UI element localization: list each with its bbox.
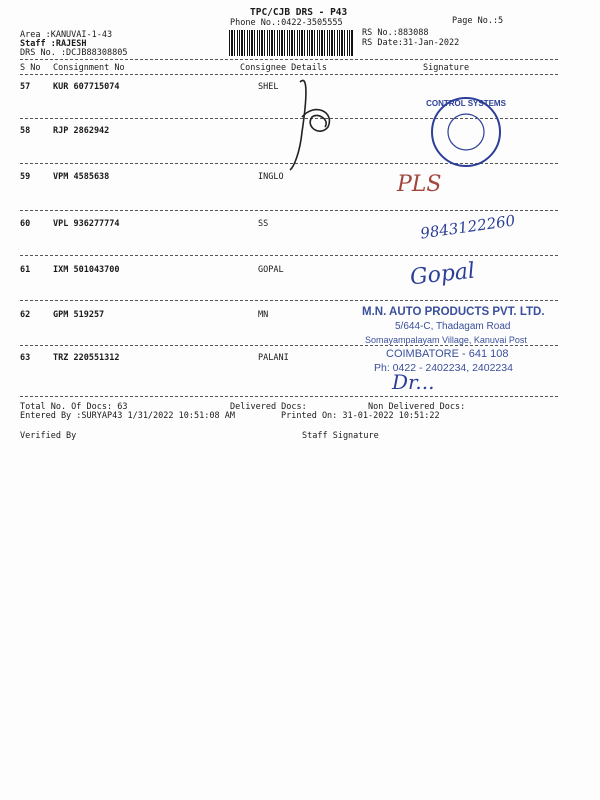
handwritten-gopal: Gopal [408,258,477,291]
row-consignee: INGLO [258,172,284,182]
total-docs: Total No. Of Docs: 63 [20,402,128,412]
phone-number: Phone No.:0422-3505555 [230,18,343,28]
stamp-address-line: Somayampalayam Village, Kanuvai Post [365,335,527,345]
row-divider [20,396,558,397]
row-consignee: GOPAL [258,265,284,275]
stamp-company-name: M.N. AUTO PRODUCTS PVT. LTD. [362,306,545,318]
drs-number: DRS No. :DCJB88308805 [20,48,128,58]
page-number: Page No.:5 [452,16,504,26]
row-divider [20,255,558,256]
row-divider [20,210,558,211]
signature-scribble [280,72,340,172]
row-consignment: TRZ 220551312 [53,353,120,363]
row-sno: 57 [20,82,31,92]
row-consignment: IXM 501043700 [53,265,120,275]
col-header-consignee: Consignee Details [240,63,327,73]
rs-date: RS Date:31-Jan-2022 [362,38,460,48]
row-consignment: VPM 4585638 [53,172,110,182]
handwritten-stamp-signature: Dr... [392,370,435,394]
row-consignment: RJP 2862942 [53,126,110,136]
printed-on: Printed On: 31-01-2022 10:51:22 [281,411,440,421]
stamp-address-line: COIMBATORE - 641 108 [386,348,509,360]
col-header-sno: S No [20,63,41,73]
row-consignee: SHEL [258,82,279,92]
verified-by: Verified By [20,431,77,441]
entered-by: Entered By :SURYAP43 1/31/2022 10:51:08 AM [20,411,235,421]
staff: Staff :RAJESH [20,39,87,49]
row-divider [20,300,558,301]
row-consignee: PALANI [258,353,289,363]
document-title: TPC/CJB DRS - P43 [250,7,348,18]
row-sno: 60 [20,219,31,229]
row-sno: 58 [20,126,31,136]
row-consignment: KUR 607715074 [53,82,120,92]
row-consignee: MN [258,310,269,320]
stamp-address-line: 5/644-C, Thadagam Road [395,321,511,332]
area: Area :KANUVAI-1-43 [20,30,113,40]
barcode-image [229,30,353,56]
rs-number: RS No.:883088 [362,28,429,38]
stamp-address-line: Ph: 0422 - 2402234, 2402234 [374,362,513,374]
delivered-docs: Delivered Docs: [230,402,307,412]
handwritten-phone: 9843122260 [419,211,517,243]
row-sno: 63 [20,353,31,363]
staff-signature-label: Staff Signature [302,431,379,441]
seal-text: CONTROL SYSTEMS [426,99,506,108]
row-consignment: GPM 519257 [53,310,105,320]
col-header-consignment: Consignment No [53,63,125,73]
handwritten-pls: PLS [397,172,442,197]
company-seal-stamp [426,92,506,172]
row-consignee: SS [258,219,269,229]
non-delivered-docs: Non Delivered Docs: [368,402,466,412]
col-header-signature: Signature [423,63,470,73]
header-divider-top [20,59,558,60]
row-consignment: VPL 936277774 [53,219,120,229]
row-sno: 59 [20,172,31,182]
row-sno: 61 [20,265,31,275]
row-divider [20,345,558,346]
row-sno: 62 [20,310,31,320]
